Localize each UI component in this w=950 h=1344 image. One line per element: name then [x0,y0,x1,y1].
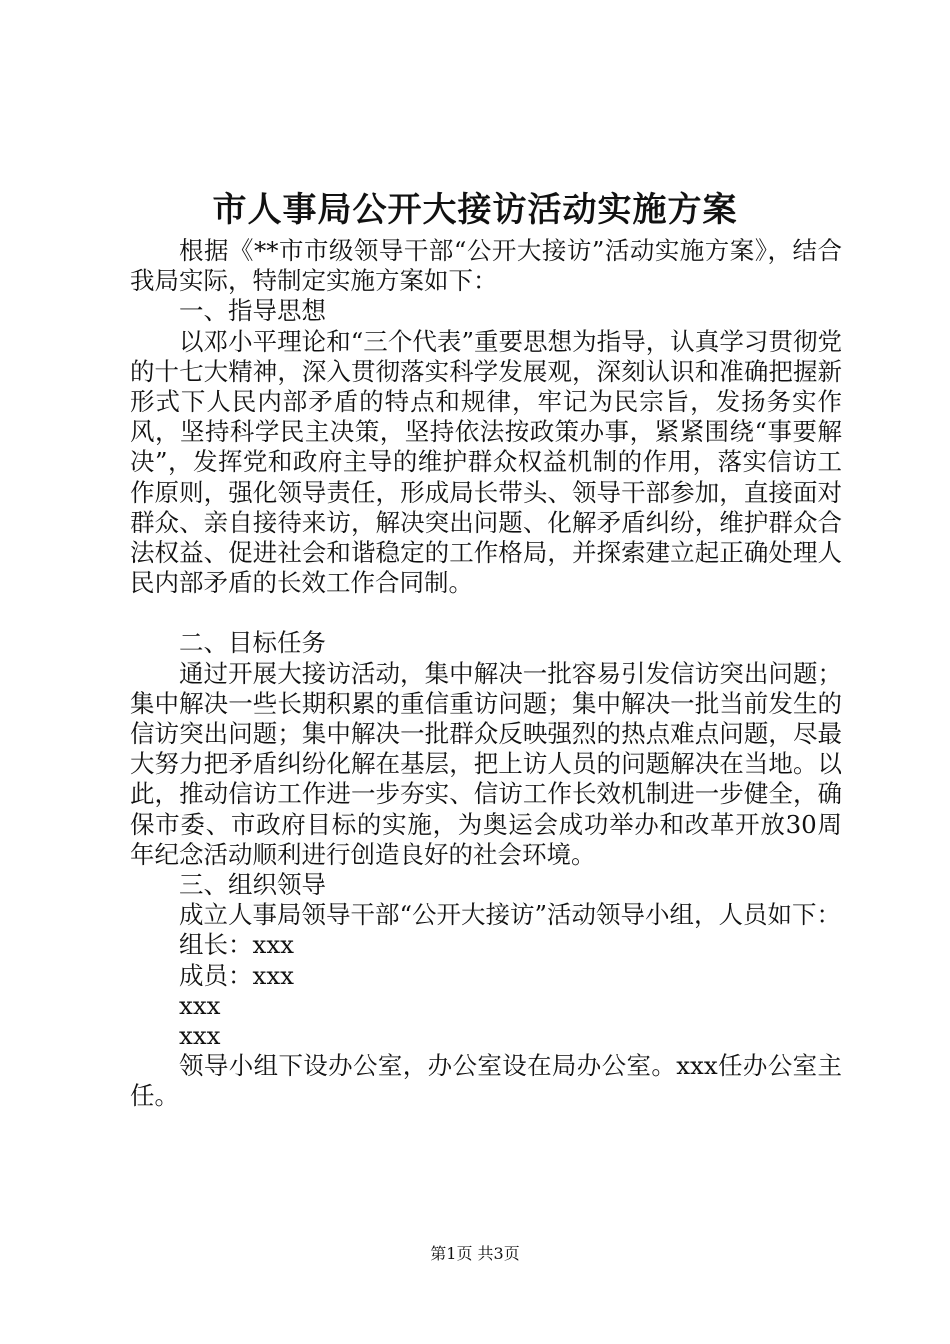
group-leader-line: 组长：xxx [179,930,294,960]
section1-heading: 一、指导思想 [179,296,326,326]
group-member-line: xxx [179,990,221,1020]
page-footer: 第1页 共3页 [430,1244,520,1263]
section1-paragraph: 以邓小平理论和“三个代表”重要思想为指导，认真学习贯彻党的十七大精神，深入贯彻落实科学发展观，深刻认识和准确把握新形式下人民内部矛盾的特点和规律，牢记为民宗旨，发扬务实作风，坚持科学民主决策，坚持依法按政策办事，紧紧围绕“事要解决”，发挥党和政府主导的维护群众权益机制的作用，落实信访工作原则，强化领导责任，形成局长带头、领导干部参加，直接面对群众、亲自接待来访，解决突出问题、化解矛盾纠纷，维护群众合法权益、促进社会和谐稳定的工作格局，并探索建立起正确处理人民内部矛盾的长效工作合同制。 [130,326,842,598]
section3-heading: 三、组织领导 [179,870,326,900]
document-title: 市人事局公开大接访活动实施方案 [212,190,738,230]
section-spacer [130,598,842,628]
section3-paragraph: 成立人事局领导干部“公开大接访”活动领导小组，人员如下： [179,900,842,930]
section2-paragraph: 通过开展大接访活动，集中解决一批容易引发信访突出问题；集中解决一些长期积累的重信重访问题；集中解决一批当前发生的信访突出问题；集中解决一批群众反映强烈的热点难点问题，尽最大努力把矛盾纠纷化解在基层，把上访人员的问题解决在当地。以此，推动信访工作进一步夯实、信访工作长效机制进一步健全，确保市委、市政府目标的实施，为奥运会成功举办和改革开放30周年纪念活动顺利进行创造良好的社会环境。 [130,658,842,869]
intro-paragraph: 根据《**市市级领导干部“公开大接访”活动实施方案》，结合我局实际，特制定实施方案如下： [130,236,842,296]
group-member-line: xxx [179,1021,221,1051]
document-body [130,236,842,1112]
group-members-line: 成员：xxx [179,960,294,990]
section2-heading: 二、目标任务 [179,628,326,658]
office-paragraph: 领导小组下设办公室，办公室设在局办公室。xxx任办公室主任。 [130,1051,842,1111]
